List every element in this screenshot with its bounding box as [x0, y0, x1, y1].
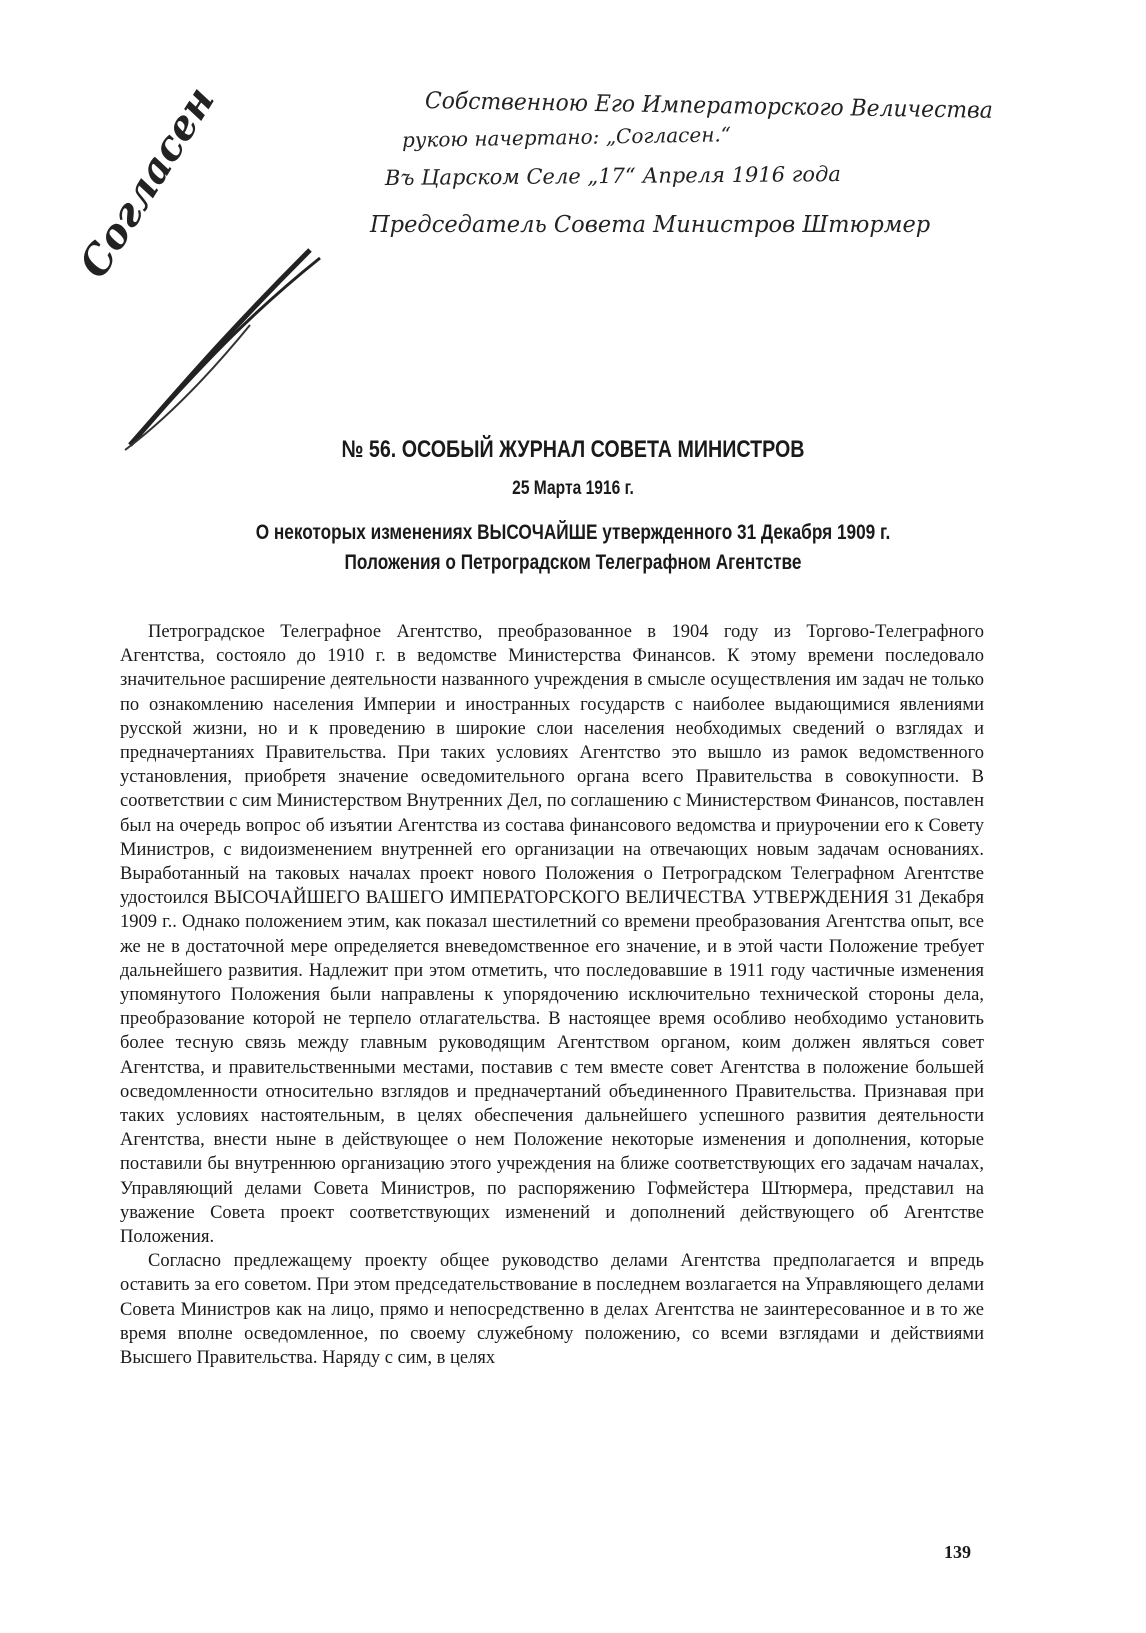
document-subtitle: [103, 518, 1043, 578]
paragraph-1: Петроградское Телеграфное Агентство, преобразованное в 1904 году из Торгово-Телеграфного Агентства, состояло до 1910 г. в ведомстве Министерства Финансов. К этому времени последовало значительное расширение деятельности названного учреждения в смысле осуществления им задач не только по ознакомлению населения Империи и иностранных государств с наиболее выдающимися явлениями русской жизни, но и к проведению в широкие слои населения необходимых сведений о взглядах и предначертаниях Правительства. При таких условиях Агентство это вышло из рамок ведомственного установления, приобретя значение осведомительного органа всего Правительства в совокупности. В соответствии с сим Министерством Внутренних Дел, по соглашению с Министерством Финансов, поставлен был на очередь вопрос об изъятии Агентства из состава финансового ведомства и приурочении его к Совету Министров, с видоизменением внутренней его организации на отвечающих новым задачам основаниях. Выработанный на таковых началах проект нового Положения о Петроградском Телеграфном Агентстве удостоился ВЫСОЧАЙШЕГО ВАШЕГО ИМПЕРАТОРСКОГО ВЕЛИЧЕСТВА УТВЕРЖДЕНИЯ 31 Декабря 1909 г.. Однако положением этим, как показал шестилетний со времени преобразования Агентства опыт, все же не в достаточной мере определяется вневедомственное его значение, и в этой части Положение требует дальнейшего развития. Надлежит при этом отметить, что последовавшие в 1911 году частичные изменения упомянутого Положения были направлены к упорядочению исключительно технической стороны дела, преобразование которой не терпело отлагательства. В настоящее время особливо необходимо установить более тесную связь между главным руководящим Агентством органом, коим должен являться совет Агентства, и правительственными местами, поставив с тем вместе совет Агентства в положение большей осведомленности относительно взглядов и предначертаний объединенного Правительства. Признавая при таких условиях настоятельным, в целях обеспечения дальнейшего успешного развития деятельности Агентства, внести ныне в действующее о нем Положение некоторые изменения и дополнения, которые поставили бы внутреннюю организацию этого учреждения на ближе соответствующих его задачам началах, Управляющий делами Совета Министров, по распоряжению Гофмейстера Штюрмера, представил на уважение Совета проект соответствующих изменений и дополнений действующего об Агентстве Положения.: [120, 622, 984, 1248]
handwritten-line-3: Въ Царском Селе „17“ Апреля 1916 года: [384, 162, 841, 190]
document-title: № 56. ОСОБЫЙ ЖУРНАЛ СОВЕТА МИНИСТРОВ: [341, 436, 805, 463]
document-date: 25 Марта 1916 г.: [512, 478, 634, 499]
margin-resolution: Согласен: [70, 78, 224, 286]
subtitle-line-1: О некоторых изменениях ВЫСОЧАЙШЕ утвержденного 31 Декабря 1909 г.: [255, 521, 891, 544]
document-body: [120, 620, 984, 1370]
subtitle-line-2: Положения о Петроградском Телеграфном Агентстве: [344, 551, 802, 574]
handwritten-line-2: рукою начертано: „Согласен.“: [401, 122, 732, 152]
paragraph-2: Согласно предлежащему проекту общее руководство делами Агентства предполагается и впредь оставить за его советом. При этом председательствование в последнем возлагается на Управляющего делами Совета Министров как на лицо, прямо и непосредственно в делах Агентства не заинтересованное и в то же время вполне осведомленное, по своему служебному положению, со всеми взглядами и действиями Высшего Правительства. Наряду с сим, в целях: [120, 1251, 984, 1369]
handwritten-line-4: Председатель Совета Министров Штюрмер: [370, 212, 931, 238]
page-number: 139: [944, 1542, 971, 1562]
handwritten-line-1: Собственною Его Императорского Величества: [424, 88, 994, 124]
signature-flourish-icon: [110, 230, 350, 460]
